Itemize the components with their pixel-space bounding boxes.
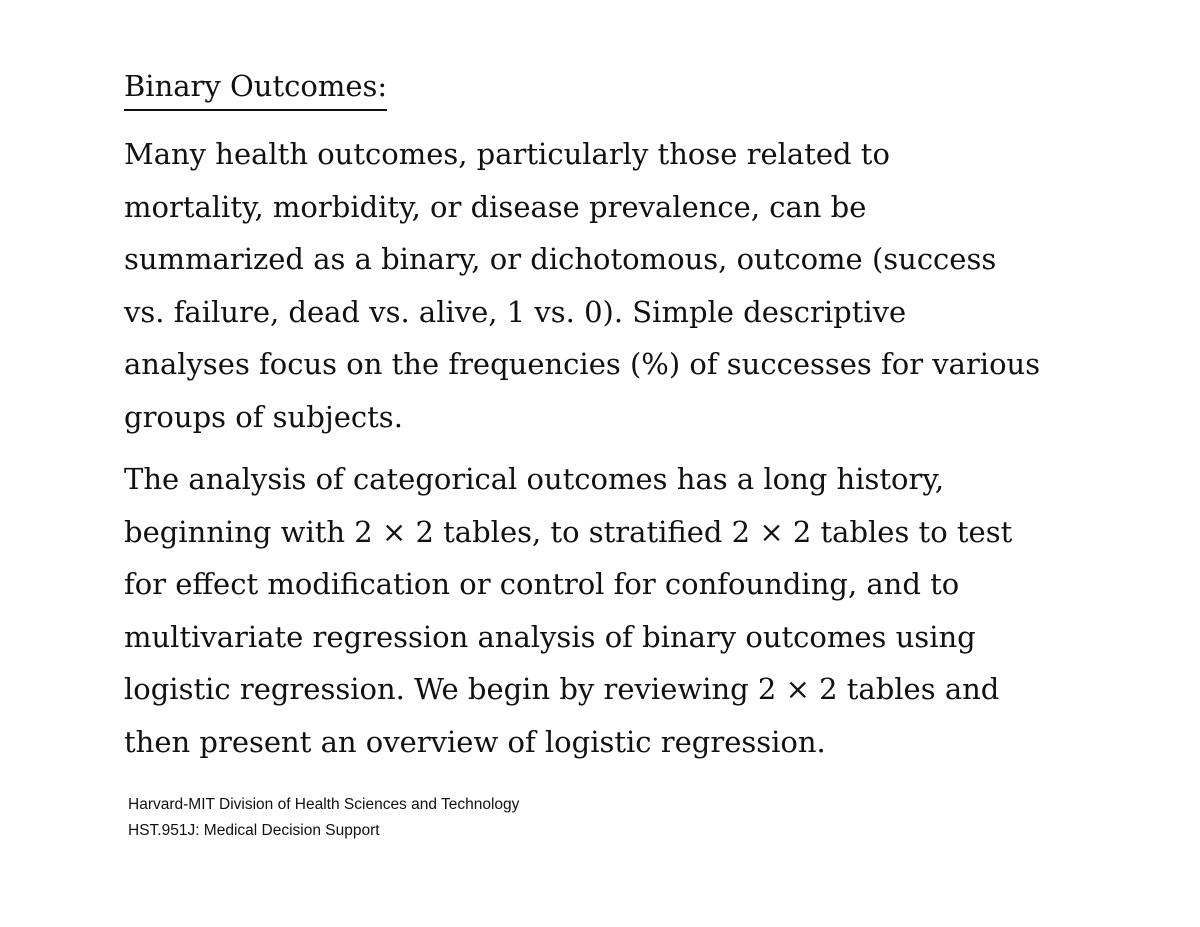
text-line: logistic regression. We begin by reviewing 2 × 2 tables and xyxy=(124,672,1000,706)
section-title: Binary Outcomes: xyxy=(124,66,387,111)
footer-course: HST.951J: Medical Decision Support xyxy=(128,822,380,839)
text-line: vs. failure, dead vs. alive, 1 vs. 0). Simple descriptive xyxy=(124,294,907,329)
paragraph-binary-outcomes xyxy=(124,128,1124,443)
paragraph-categorical-analysis xyxy=(124,453,1124,768)
text-line: mortality, morbidity, or disease prevalence, can be xyxy=(124,189,867,224)
text-line: The analysis of categorical outcomes has a long history, xyxy=(124,462,945,496)
text-line: analyses focus on the frequencies (%) of successes for various xyxy=(124,347,1041,381)
footer-credits xyxy=(128,792,519,844)
text-line: beginning with 2 × 2 tables, to stratified 2 × 2 tables to test xyxy=(124,514,1013,549)
document-body xyxy=(124,66,1124,768)
text-line: Many health outcomes, particularly those related to xyxy=(124,137,890,171)
footer-institution: Harvard-MIT Division of Health Sciences and Technology xyxy=(128,796,520,813)
text-line: then present an overview of logistic regression. xyxy=(124,724,826,759)
text-line: summarized as a binary, or dichotomous, outcome (success xyxy=(124,242,997,276)
text-line: for effect modification or control for confounding, and to xyxy=(124,567,960,601)
text-line: multivariate regression analysis of binary outcomes using xyxy=(124,619,976,654)
text-line: groups of subjects. xyxy=(124,399,403,434)
